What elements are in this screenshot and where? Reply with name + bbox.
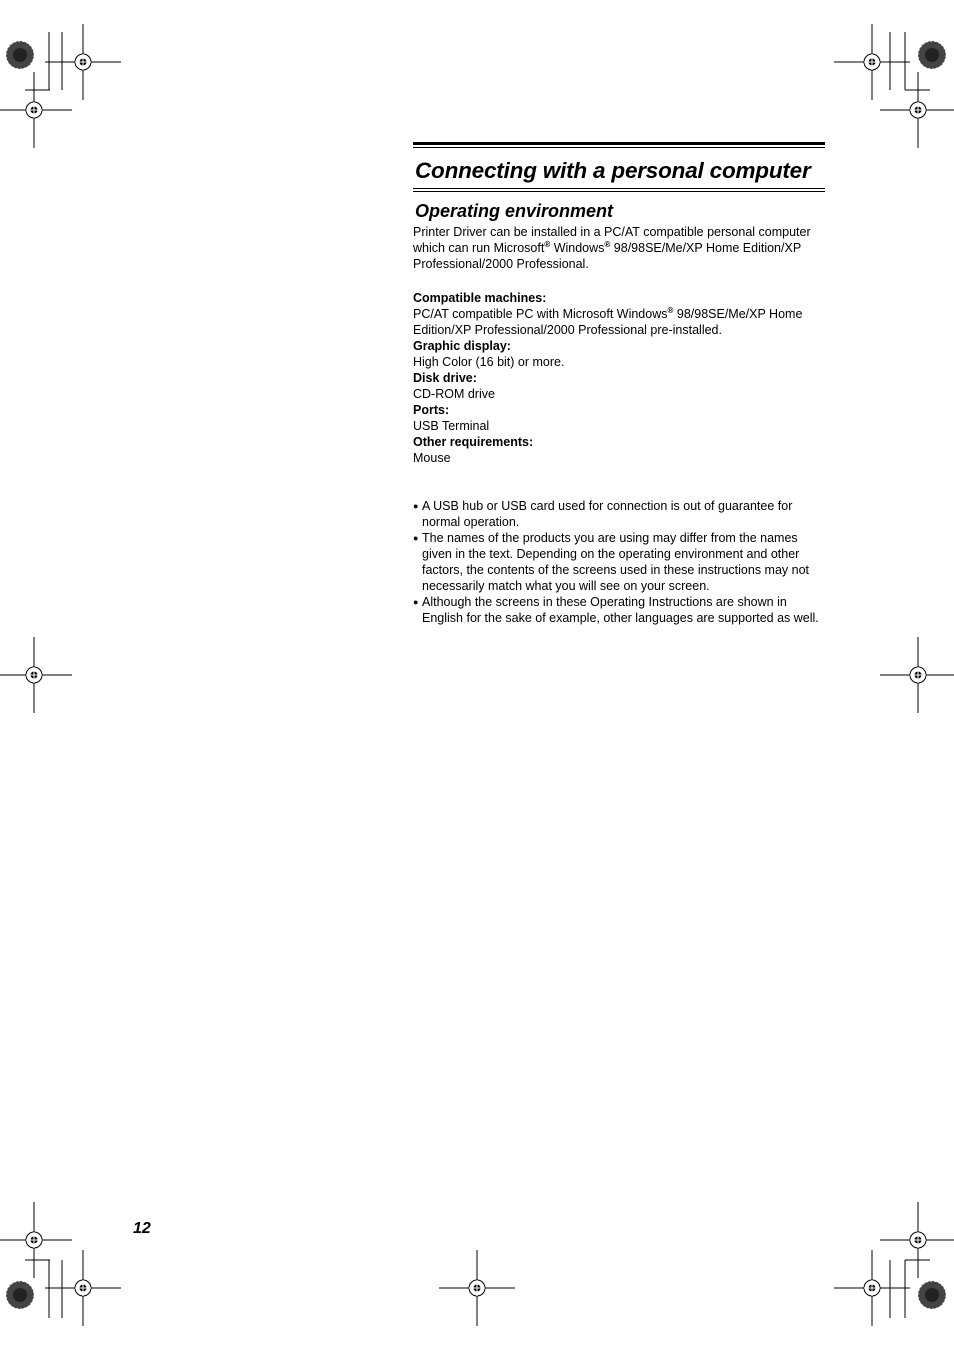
title-rule-under-second	[413, 191, 825, 192]
registered-mark: ®	[604, 239, 611, 249]
spec-list	[413, 290, 825, 466]
spec-value-text: 98/98SE/Me/XP Home Edition/XP Professional/2000 Professional pre-installed.	[413, 307, 803, 337]
spec-value: CD-ROM drive	[413, 387, 495, 401]
note-text: The names of the products you are using may differ from the names given in the text. Depending on the operating environment and other factors, the contents of the screens used in these instructions may not necessarily match what you will see on your screen.	[422, 531, 810, 593]
spec-item-graphic-display	[413, 338, 825, 370]
main-content	[413, 142, 825, 639]
spec-value: USB Terminal	[413, 419, 490, 433]
spec-value-text: PC/AT compatible PC with Microsoft Windows	[413, 307, 668, 321]
registered-mark: ®	[544, 239, 551, 249]
spec-item-disk-drive	[413, 370, 825, 402]
registered-mark: ®	[667, 305, 674, 315]
spec-label: Graphic display:	[413, 339, 511, 353]
spec-label: Disk drive:	[413, 371, 477, 385]
spec-label: Other requirements:	[413, 435, 534, 449]
note-text: A USB hub or USB card used for connection is out of guarantee for normal operation.	[422, 499, 793, 529]
title-rule-thin	[413, 147, 825, 148]
bullet-icon: ●	[413, 533, 419, 543]
spec-item-other-requirements	[413, 434, 825, 466]
note-text: Although the screens in these Operating Instructions are shown in English for the sake of example, other languages are supported as well.	[422, 595, 819, 625]
section-title: Connecting with a personal computer	[415, 158, 811, 183]
intro-text-3: 98/98SE/Me/XP Home Edition/XP Professional/2000 Professional.	[413, 241, 801, 271]
spec-item-ports	[413, 402, 825, 434]
spec-label: Ports:	[413, 403, 450, 417]
notes-list	[413, 498, 825, 626]
intro-paragraph	[413, 224, 825, 272]
title-rule-top	[413, 142, 825, 145]
list-item	[413, 594, 825, 626]
intro-text-1: Printer Driver can be installed in a PC/AT compatible personal computer which can run Microsoft	[413, 225, 811, 255]
bullet-icon: ●	[413, 597, 419, 607]
list-item	[413, 530, 825, 594]
spec-item-compatible-machines	[413, 290, 825, 338]
intro-text-2: Windows	[550, 241, 605, 255]
spec-value	[413, 306, 825, 338]
list-item	[413, 498, 825, 530]
title-rule-under	[413, 188, 825, 189]
spec-value: Mouse	[413, 451, 451, 465]
spec-label: Compatible machines:	[413, 291, 547, 305]
sunburst-icon	[6, 41, 34, 69]
page-number: 12	[133, 1220, 151, 1237]
subsection-title: Operating environment	[415, 201, 614, 221]
bullet-icon: ●	[413, 501, 419, 511]
spec-value: High Color (16 bit) or more.	[413, 355, 565, 369]
